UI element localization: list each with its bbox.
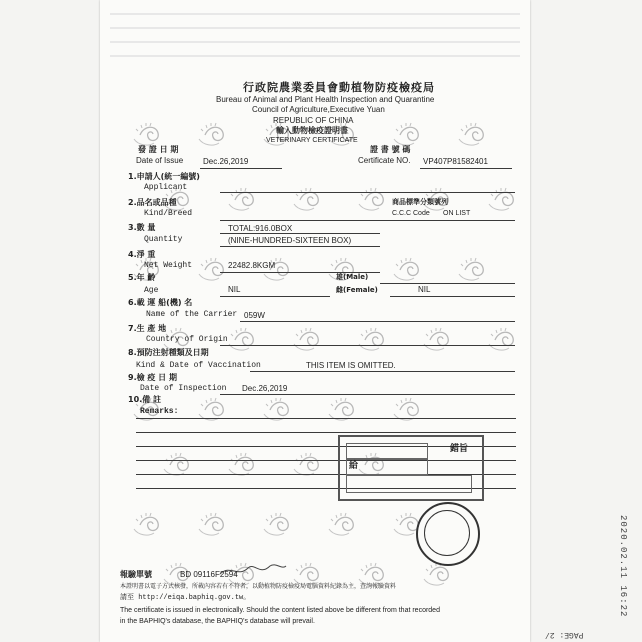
inspection-line xyxy=(220,394,515,395)
quantity-value: TOTAL:916.0BOX xyxy=(228,224,293,233)
vaccination-line xyxy=(250,371,515,372)
round-official-seal xyxy=(416,502,480,566)
applicant-label-zh: 1.申請人(統一編號) xyxy=(128,172,200,181)
quantity-label-zh: 3.數 量 xyxy=(128,223,156,232)
female-value: NIL xyxy=(418,285,431,294)
page-number-label: PAGE: 2/ xyxy=(545,630,584,639)
certificate-no-label-zh: 證 書 號 碼 xyxy=(370,145,411,154)
age-line xyxy=(220,296,330,297)
stamp-inner-box-top xyxy=(346,443,428,459)
bureau-name-en: Bureau of Animal and Plant Health Inspection and Quarantine xyxy=(216,95,435,104)
kind-label-en: Kind/Breed xyxy=(144,209,193,218)
ccc-label-en: C.C.C Code xyxy=(392,210,430,217)
age-value: NIL xyxy=(228,285,241,294)
origin-line xyxy=(220,345,515,346)
remarks-label-en: Remarks: xyxy=(140,407,179,416)
date-of-issue-label-en: Date of Issue xyxy=(136,156,184,165)
certificate-no-line xyxy=(420,168,512,169)
net-weight-label-zh: 4.淨 重 xyxy=(128,250,156,259)
footer-note-zh-line2: 請至 http://eiqa.baphiq.gov.tw。 xyxy=(120,594,251,602)
age-label-en: Age xyxy=(144,286,159,295)
remarks-label-zh: 10.備 註 xyxy=(128,395,161,404)
stamp-mark-right-text: 錯旨 xyxy=(450,444,469,454)
report-number-label: 報驗單號 xyxy=(120,570,152,579)
origin-label-en: Country of Origin xyxy=(146,335,228,344)
stamp-inner-box-bottom xyxy=(346,475,472,493)
vaccination-label-zh: 8.預防注射種類及日期 xyxy=(128,348,209,357)
quantity-label-en: Quantity xyxy=(144,235,183,244)
certificate-page xyxy=(100,0,530,642)
council-name-en: Council of Agriculture,Executive Yuan xyxy=(252,105,385,114)
certificate-no-value: VP407P81582401 xyxy=(423,157,488,166)
female-line xyxy=(390,296,515,297)
applicant-line xyxy=(220,192,515,193)
applicant-label-en: Applicant xyxy=(144,183,188,192)
carrier-line xyxy=(240,321,515,322)
footer-note-en-line1: The certificate is issued in electronically. Should the content listed above be different from that recorded xyxy=(120,607,440,614)
kind-label-zh: 2.品名或品種 xyxy=(128,198,177,207)
inspection-value: Dec.26,2019 xyxy=(242,384,288,393)
inspection-label-zh: 9.檢 疫 日 期 xyxy=(128,373,177,382)
footer-note-en-line2: in the BAPHIQ's database, the BAPHIQ's database will prevail. xyxy=(120,618,315,625)
net-weight-value: 22482.8KGM xyxy=(228,261,276,270)
male-label: 雄(Male) xyxy=(336,273,369,281)
vaccination-label-en: Kind & Date of Vaccination xyxy=(136,361,261,370)
certificate-title-zh: 輸入動物檢疫證明書 xyxy=(276,126,348,135)
inspection-label-en: Date of Inspection xyxy=(140,384,227,393)
date-of-issue-label-zh: 發 證 日 期 xyxy=(138,145,179,154)
female-label: 雌(Female) xyxy=(336,286,378,294)
net-weight-label-en: Net Weight xyxy=(144,261,193,270)
ccc-label-zh: 商品標準分類號列 xyxy=(392,198,448,206)
male-line xyxy=(380,283,515,284)
age-label-zh: 5.年 齡 xyxy=(128,273,156,282)
stamp-mark-text: 給 xyxy=(349,461,359,471)
carrier-label-en: Name of the Carrier xyxy=(146,310,238,319)
carrier-value: 059W xyxy=(244,311,265,320)
round-seal-inner-ring xyxy=(424,510,470,556)
vaccination-value: THIS ITEM IS OMITTED. xyxy=(306,361,396,370)
side-timestamp: 2020.02.11 16:22 xyxy=(618,515,628,618)
date-of-issue-value: Dec.26,2019 xyxy=(203,157,249,166)
certificate-no-label-en: Certificate NO. xyxy=(358,156,411,165)
quantity-value-words: (NINE-HUNDRED-SIXTEEN BOX) xyxy=(228,236,352,245)
country-name-en: REPUBLIC OF CHINA xyxy=(273,116,354,125)
date-of-issue-line xyxy=(200,168,282,169)
quantity-line-1 xyxy=(220,233,380,234)
agency-title-zh: 行政院農業委員會動植物防疫檢疫局 xyxy=(243,81,435,94)
remarks-line-1 xyxy=(136,418,516,419)
origin-label-zh: 7.生 產 地 xyxy=(128,324,167,333)
ccc-value: ON LIST xyxy=(443,210,471,217)
quantity-line-2 xyxy=(220,246,380,247)
stamp-inner-box-middle xyxy=(346,459,428,475)
report-number-value: BD 09116F2594 xyxy=(180,570,238,579)
carrier-label-zh: 6.載 運 船(機) 名 xyxy=(128,298,193,307)
kind-line xyxy=(220,220,515,221)
remarks-line-2 xyxy=(136,432,516,433)
footer-note-zh-line1: 本證明書以電子方式核發，所載內容若有不符者，以動植物防疫檢疫局電腦資料紀錄為主，查詢報驗資料 xyxy=(120,583,397,590)
rectangular-official-stamp xyxy=(338,435,484,501)
certificate-title-en: VETERINARY CERTIFICATE xyxy=(266,137,358,144)
